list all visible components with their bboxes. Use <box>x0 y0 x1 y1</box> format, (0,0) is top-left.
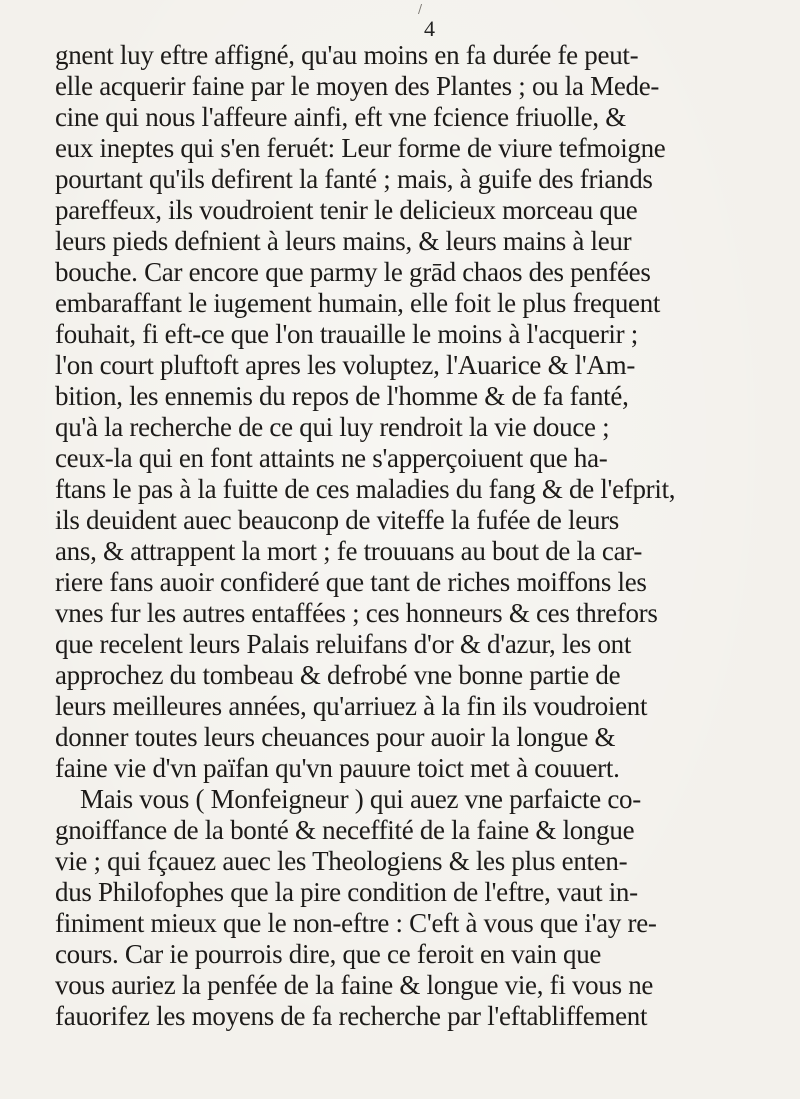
text-line: que recelent leurs Palais reluifans d'or & d'azur, les ont <box>55 629 632 659</box>
text-line: approchez du tombeau & defrobé vne bonne partie de <box>55 660 621 690</box>
text-line: gnent luy eftre affigné, qu'au moins en fa durée fe peut- <box>55 40 639 70</box>
text-line: riere fans auoir confideré que tant de riches moiffons les <box>55 567 647 597</box>
text-line: ils deuident auec beauconp de viteffe la fufée de leurs <box>55 505 619 535</box>
text-line: cours. Car ie pourrois dire, que ce feroit en vain que <box>55 939 602 969</box>
text-line: embaraffant le iugement humain, elle foit le plus frequent <box>55 288 661 318</box>
text-line: fouhait, fi eft-ce que l'on trauaille le moins à l'acquerir ; <box>55 319 638 349</box>
text-line: eux ineptes qui s'en feruét: Leur forme de viure tefmoigne <box>55 133 666 163</box>
text-line: pourtant qu'ils defirent la fanté ; mais, à guife des friands <box>55 164 653 194</box>
top-margin-mark: / <box>418 2 423 16</box>
text-line: dus Philofophes que la pire condition de l'eftre, vaut in- <box>55 877 638 907</box>
text-line: leurs meilleures années, qu'arriuez à la fin ils voudroient <box>55 691 648 721</box>
text-line: cine qui nous l'affeure ainfi, eft vne fcience friuolle, & <box>55 102 626 132</box>
text-line: Mais vous ( Monfeigneur ) qui auez vne parfaicte co- <box>80 784 641 814</box>
text-line: l'on court pluftoft apres les voluptez, l'Auarice & l'Am- <box>55 350 636 380</box>
text-line: bouche. Car encore que parmy le grād chaos des penfées <box>55 257 651 287</box>
text-line: donner toutes leurs cheuances pour auoir la longue & <box>55 722 616 752</box>
text-line: vie ; qui fçauez auec les Theologiens & les plus enten- <box>55 846 628 876</box>
text-line: pareffeux, ils voudroient tenir le delicieux morceau que <box>55 195 638 225</box>
text-line: bition, les ennemis du repos de l'homme & de fa fanté, <box>55 381 629 411</box>
text-line: ftans le pas à la fuitte de ces maladies du fang & de l'efprit, <box>55 474 676 504</box>
text-line: faine vie d'vn païfan qu'vn pauure toict met à couuert. <box>55 753 620 783</box>
text-line: ans, & attrappent la mort ; fe trouuans au bout de la car- <box>55 536 643 566</box>
text-line: ceux-la qui en font attaints ne s'apperçoiuent que ha- <box>55 443 608 473</box>
text-line: vnes fur les autres entaffées ; ces honneurs & ces threfors <box>55 598 658 628</box>
text-line: fauorifez les moyens de fa recherche par l'eftabliffement <box>55 1001 648 1031</box>
text-line: finiment mieux que le non-eftre : C'eft à vous que i'ay re- <box>55 908 657 938</box>
text-line: vous auriez la penfée de la faine & longue vie, fi vous ne <box>55 970 654 1000</box>
page-number: 4 <box>424 16 435 41</box>
text-line: elle acquerir faine par le moyen des Plantes ; ou la Mede- <box>55 71 660 101</box>
text-line: leurs pieds defnient à leurs mains, & leurs mains à leur <box>55 226 632 256</box>
text-line: gnoiffance de la bonté & neceffité de la faine & longue <box>55 815 635 845</box>
text-line: qu'à la recherche de ce qui luy rendroit la vie douce ; <box>55 412 610 442</box>
